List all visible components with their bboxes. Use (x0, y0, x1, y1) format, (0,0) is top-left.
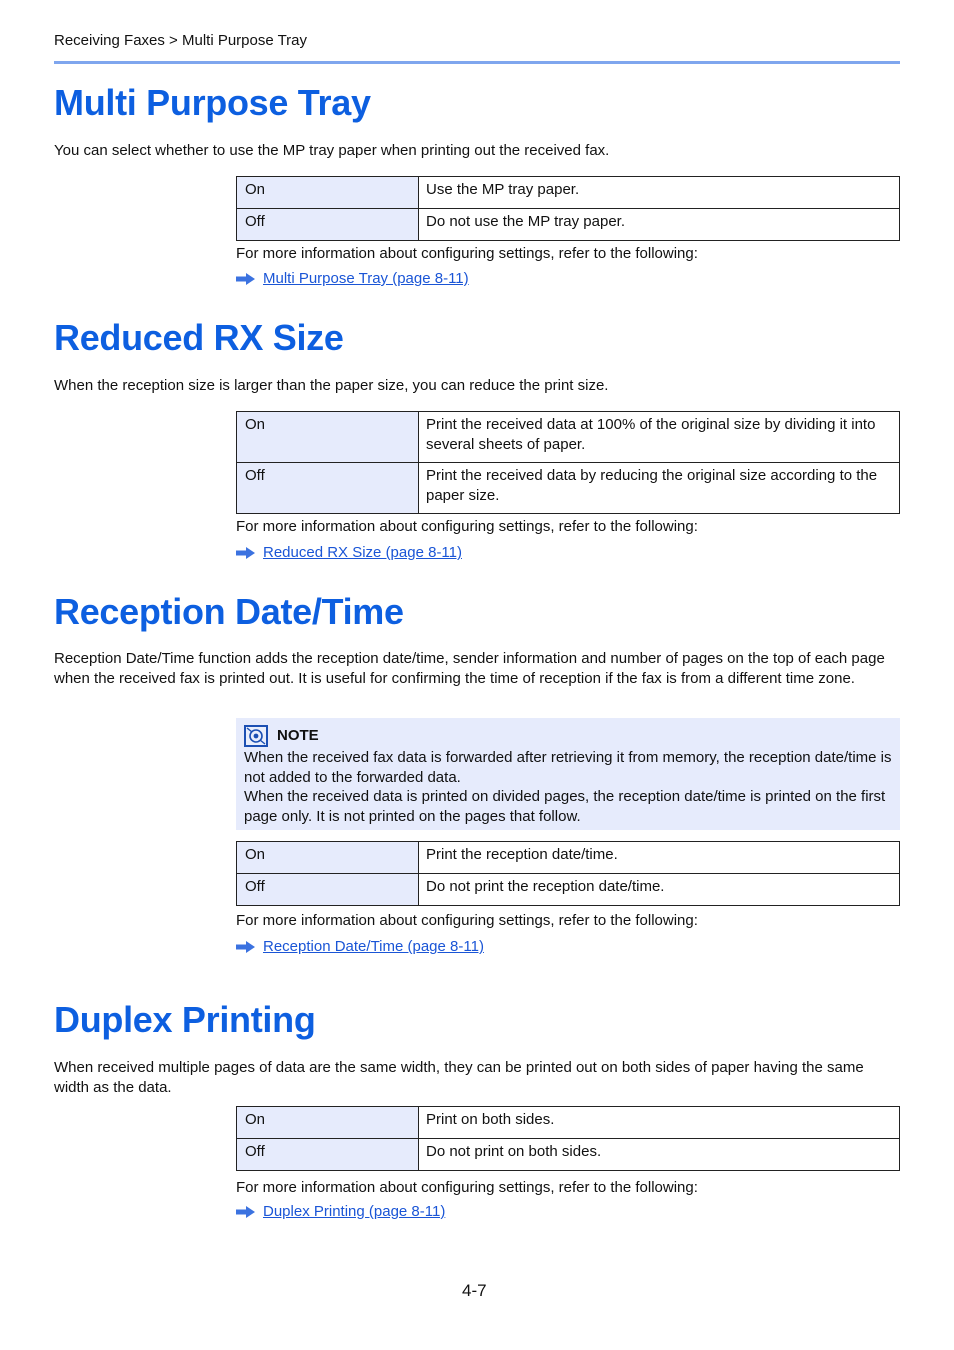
option-key: Off (237, 874, 419, 906)
table-row (237, 412, 900, 463)
section-title-reduced-rx-size: Reduced RX Size (54, 317, 344, 358)
link-reception-date-time[interactable]: Reception Date/Time (page 8-11) (263, 938, 484, 955)
note-title: NOTE (277, 727, 319, 745)
arrow-right-icon (236, 941, 255, 953)
options-table (236, 1106, 900, 1171)
table-row (237, 463, 900, 514)
arrow-right-icon (236, 273, 255, 285)
options-table (236, 411, 900, 514)
section-title-multi-purpose-tray: Multi Purpose Tray (54, 82, 371, 123)
table-row (237, 842, 900, 874)
option-key: Off (237, 1139, 419, 1171)
reference-link-row (236, 544, 462, 561)
option-key: Off (237, 463, 419, 514)
table-row (237, 177, 900, 209)
section-description: You can select whether to use the MP tray paper when printing out the received fax. (54, 142, 610, 159)
option-key: On (237, 177, 419, 209)
arrow-right-icon (236, 547, 255, 559)
section-description: When received multiple pages of data are the same width, they can be printed out on both sides of paper having the same width as the data. (54, 1059, 864, 1096)
option-key: Off (237, 209, 419, 241)
option-value: Do not print the reception date/time. (419, 874, 900, 906)
page-number: 4-7 (462, 1281, 487, 1300)
note-icon (244, 725, 268, 747)
option-value: Print the received data by reducing the original size according to the paper size. (419, 463, 900, 514)
reference-link-row (236, 270, 469, 287)
option-value: Print the reception date/time. (419, 842, 900, 874)
reference-text: For more information about configuring settings, refer to the following: (236, 518, 698, 535)
section-title-duplex-printing: Duplex Printing (54, 999, 316, 1040)
reference-link-row (236, 1203, 445, 1220)
section-description: Reception Date/Time function adds the reception date/time, sender information and number of pages on the top of each page when the received fax is printed out. It is useful for confirming the time of reception if the fax is from a different time zone. (54, 650, 885, 687)
reference-text: For more information about configuring settings, refer to the following: (236, 912, 698, 929)
header-rule (54, 61, 900, 64)
option-key: On (237, 412, 419, 463)
reference-text: For more information about configuring settings, refer to the following: (236, 245, 698, 262)
arrow-right-icon (236, 1206, 255, 1218)
table-row (237, 1107, 900, 1139)
table-row (237, 209, 900, 241)
note-text: When the received fax data is forwarded after retrieving it from memory, the reception date/time is not added to the forwarded data. (244, 749, 892, 786)
option-value: Print the received data at 100% of the original size by dividing it into several sheets of paper. (419, 412, 900, 463)
note-text: When the received data is printed on divided pages, the reception date/time is printed on the first page only. It is not printed on the pages that follow. (244, 788, 886, 825)
breadcrumb: Receiving Faxes > Multi Purpose Tray (54, 32, 308, 49)
link-duplex-printing[interactable]: Duplex Printing (page 8-11) (263, 1203, 446, 1220)
options-table (236, 841, 900, 906)
option-value: Print on both sides. (419, 1107, 900, 1139)
option-key: On (237, 842, 419, 874)
reference-link-row (236, 938, 484, 955)
options-table (236, 176, 900, 241)
option-key: On (237, 1107, 419, 1139)
table-row (237, 874, 900, 906)
reference-text: For more information about configuring settings, refer to the following: (236, 1179, 698, 1196)
section-title-reception-date-time: Reception Date/Time (54, 591, 404, 632)
table-row (237, 1139, 900, 1171)
link-multi-purpose-tray[interactable]: Multi Purpose Tray (page 8-11) (263, 270, 469, 287)
option-value: Do not print on both sides. (419, 1139, 900, 1171)
option-value: Use the MP tray paper. (419, 177, 900, 209)
note-box (236, 718, 900, 830)
section-description: When the reception size is larger than the paper size, you can reduce the print size. (54, 377, 609, 394)
note-header (244, 724, 892, 748)
link-reduced-rx-size[interactable]: Reduced RX Size (page 8-11) (263, 544, 462, 561)
option-value: Do not use the MP tray paper. (419, 209, 900, 241)
